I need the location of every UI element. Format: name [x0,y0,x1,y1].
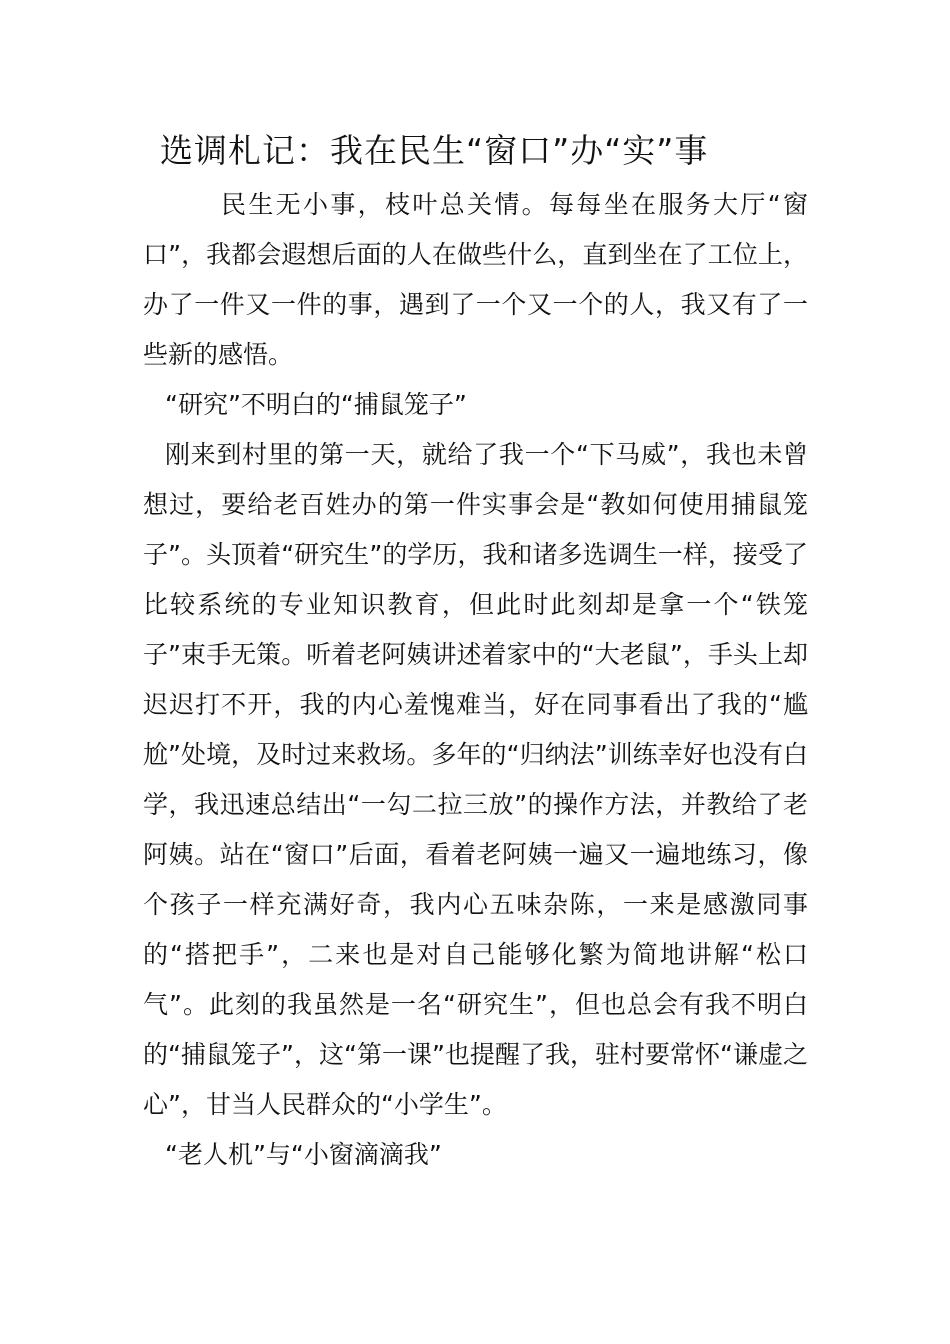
intro-paragraph: 民生无小事，枝叶总关情。每每坐在服务大厅“窗口”，我都会遐想后面的人在做些什么，直到坐在了工位上，办了一件又一件的事，遇到了一个又一个的人，我又有了一些新的感悟。 [143,190,808,369]
section-heading-2: “老人机”与“小窗滴滴我” [165,1140,442,1169]
section-heading-1: “研究”不明白的“捕鼠笼子” [165,390,467,419]
section-paragraph-1: 刚来到村里的第一天，就给了我一个“下马威”，我也未曾想过，要给老百姓办的第一件实事会是“教如何使用捕鼠笼子”。头顶着“研究生”的学历，我和诸多选调生一样，接受了比较系统的专业知识教育，但此时此刻却是拿一个“铁笼子”束手无策。听着老阿姨讲述着家中的“大老鼠”，手头上却迟迟打不开，我的内心羞愧难当，好在同事看出了我的“尴尬”处境，及时过来救场。多年的“归纳法”训练幸好也没有白学，我迅速总结出“一勾二拉三放”的操作方法，并教给了老阿姨。站在“窗口”后面，看着老阿姨一遍又一遍地练习，像个孩子一样充满好奇，我内心五味杂陈，一来是感激同事的“搭把手”，二来也是对自己能够化繁为简地讲解“松口气”。此刻的我虽然是一名“研究生”，但也总会有我不明白的“捕鼠笼子”，这“第一课”也提醒了我，驻村要常怀“谦虚之心”，甘当人民群众的“小学生”。 [143,440,808,1119]
document-title: 选调札记：我在民生“窗口”办“实”事 [160,131,709,170]
document-body [143,180,808,1180]
